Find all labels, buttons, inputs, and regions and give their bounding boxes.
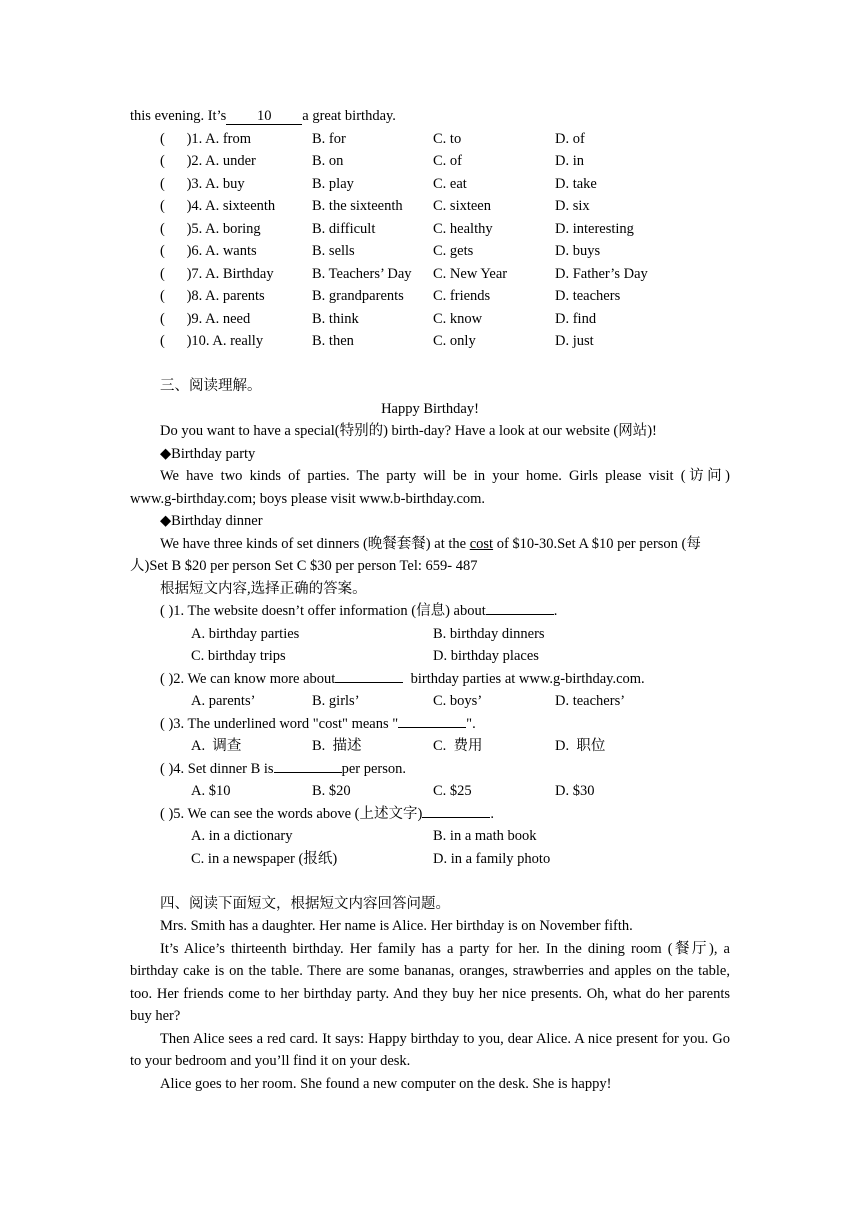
answer-blank[interactable]	[486, 600, 554, 615]
cloze-option-d: D. buys	[555, 243, 601, 259]
underlined-word-cost: cost	[469, 535, 494, 552]
question-5: ( )5. We can see the words above (上述文字) .	[130, 803, 730, 826]
cloze-option-b: B. difficult	[312, 220, 376, 237]
cloze-option-a: ( )9. A. need	[160, 310, 251, 327]
option-b: B. 描述	[312, 738, 362, 754]
answer-blank[interactable]	[335, 668, 403, 683]
dinner-text-line2: 人)Set B $20 per person Set C $30 per person Tel: 659- 487	[130, 558, 478, 574]
cloze-option-d: D. take	[555, 175, 597, 192]
cloze-option-d: D. Father’s Day	[555, 265, 648, 282]
option-c: C. $25	[433, 783, 472, 799]
cloze-question-row	[130, 285, 730, 308]
passage-paragraph-4: Alice goes to her room. She found a new computer on the desk. She is happy!	[160, 1075, 612, 1092]
cloze-option-d: D. of	[555, 130, 585, 147]
cloze-option-d: D. six	[555, 198, 590, 214]
cloze-question-row	[130, 330, 730, 353]
passage-paragraph-3: Then Alice sees a red card. It says: Happy birthday to you, dear Alice. A nice present for you. Go to your bedroom and you’ll find it on your desk.	[130, 1030, 730, 1069]
cloze-option-a: ( )6. A. wants	[160, 243, 257, 259]
cloze-question-row	[130, 240, 730, 263]
question-3-options	[130, 735, 730, 758]
cloze-option-d: D. interesting	[555, 220, 634, 237]
cloze-option-c: C. sixteen	[433, 198, 491, 214]
cloze-option-c: C. gets	[433, 243, 474, 259]
birthday-dinner-heading: ◆Birthday dinner	[160, 513, 263, 529]
cloze-question-row	[130, 263, 730, 286]
cloze-option-b: B. on	[312, 153, 344, 169]
question-5-options-row2	[130, 848, 730, 871]
cloze-tail-line	[130, 105, 730, 128]
option-a: A. birthday parties	[191, 625, 300, 642]
question-1: ( )1. The website doesn’t offer information (信息) about .	[130, 600, 730, 623]
cloze-blank-10: 10	[226, 108, 302, 125]
question-4: ( )4. Set dinner B is per person.	[130, 758, 730, 781]
section-3-heading: 三、阅读理解。	[160, 378, 262, 394]
option-a: A. 调查	[191, 738, 242, 754]
option-b: B. girls’	[312, 693, 360, 709]
section-4-heading: 四、阅读下面短文，根据短文内容回答问题。	[160, 895, 450, 912]
cloze-option-b: B. then	[312, 333, 354, 349]
cloze-option-c: C. to	[433, 130, 462, 147]
passage-intro: Do you want to have a special(特别的) birth-day? Have a look at our website (网站)!	[160, 423, 657, 439]
option-b: B. birthday dinners	[433, 625, 545, 642]
option-d: D. birthday places	[433, 648, 539, 664]
cloze-option-b: B. the sixteenth	[312, 198, 403, 214]
passage-title: Happy Birthday!	[381, 400, 479, 417]
cloze-option-a: ( )3. A. buy	[160, 175, 245, 192]
option-c: C. birthday trips	[191, 648, 286, 664]
option-b: B. $20	[312, 783, 351, 799]
answer-blank[interactable]	[398, 713, 466, 728]
cloze-option-b: B. grandparents	[312, 288, 404, 304]
birthday-party-heading: ◆Birthday party	[160, 445, 256, 462]
cloze-option-c: C. healthy	[433, 220, 493, 237]
option-d: D. in a family photo	[433, 850, 551, 867]
option-a: A. in a dictionary	[191, 828, 293, 844]
option-d: D. teachers’	[555, 693, 626, 709]
party-text-line2: www.g-birthday.com; boys please visit www.b-birthday.com.	[130, 490, 486, 507]
cloze-question-row	[130, 128, 730, 151]
party-text-line1: We have two kinds of parties. The party will be in your home. Girls please visit (访问)	[160, 468, 730, 484]
cloze-option-a: ( )7. A. Birthday	[160, 265, 274, 282]
cloze-options-list	[130, 128, 730, 353]
cloze-option-b: B. Teachers’ Day	[312, 265, 412, 282]
question-5-options-row1	[130, 825, 730, 848]
cloze-option-c: C. eat	[433, 175, 467, 192]
passage-paragraph-2: It’s Alice’s thirteenth birthday. Her family has a party for her. In the dining room (餐厅), a birthday cake is on the table. There are some bananas, oranges, strawberries and apples on the table, too. Her friends come to her birthday party. And they buy her nice presents. Oh, what do her parents buy her?	[130, 940, 730, 1024]
cloze-option-c: C. of	[433, 153, 462, 169]
cloze-option-b: B. for	[312, 130, 346, 147]
answer-blank[interactable]	[422, 803, 490, 818]
reading-instruction: 根据短文内容,选择正确的答案。	[160, 580, 367, 597]
cloze-question-row	[130, 308, 730, 331]
cloze-option-c: C. New Year	[433, 265, 508, 282]
cloze-option-b: B. play	[312, 175, 354, 192]
cloze-question-row	[130, 218, 730, 241]
cloze-option-a: ( )10. A. really	[160, 333, 264, 349]
question-2: ( )2. We can know more about birthday parties at www.g-birthday.com.	[130, 668, 730, 691]
cloze-option-c: C. only	[433, 333, 476, 349]
cloze-option-c: C. know	[433, 310, 483, 327]
cloze-tail-end: a great birthday.	[302, 108, 396, 124]
option-d: D. $30	[555, 783, 595, 799]
question-3: ( )3. The underlined word "cost" means " ".	[130, 713, 730, 736]
cloze-option-d: D. teachers	[555, 288, 621, 304]
cloze-option-a: ( )1. A. from	[160, 130, 252, 147]
cloze-question-row	[130, 150, 730, 173]
cloze-option-d: D. in	[555, 153, 584, 169]
option-c: C. in a newspaper (报纸)	[191, 850, 338, 867]
worksheet-page	[130, 105, 730, 1095]
question-4-options	[130, 780, 730, 803]
cloze-option-d: D. find	[555, 310, 597, 327]
cloze-option-b: B. sells	[312, 243, 355, 259]
option-c: C. boys’	[433, 693, 483, 709]
cloze-option-d: D. just	[555, 333, 594, 349]
question-1-options-row2	[130, 645, 730, 668]
option-a: A. parents’	[191, 693, 256, 709]
cloze-option-a: ( )4. A. sixteenth	[160, 198, 276, 214]
cloze-option-b: B. think	[312, 310, 359, 327]
cloze-option-a: ( )5. A. boring	[160, 220, 261, 237]
option-b: B. in a math book	[433, 828, 537, 844]
passage-paragraph-1: Mrs. Smith has a daughter. Her name is Alice. Her birthday is on November fifth.	[160, 918, 633, 934]
option-c: C. 费用	[433, 738, 483, 754]
dinner-text-line1: We have three kinds of set dinners (晚餐套餐) at the cost of $10-30.Set A $10 per person (每	[160, 535, 701, 552]
cloze-question-row	[130, 195, 730, 218]
cloze-option-a: ( )8. A. parents	[160, 288, 265, 304]
option-a: A. $10	[191, 783, 231, 799]
answer-blank[interactable]	[274, 758, 342, 773]
cloze-option-a: ( )2. A. under	[160, 153, 256, 169]
option-d: D. 职位	[555, 738, 606, 754]
cloze-tail-text: this evening. It’s	[130, 108, 227, 124]
cloze-option-c: C. friends	[433, 288, 491, 304]
cloze-question-row	[130, 173, 730, 196]
question-1-options-row1	[130, 623, 730, 646]
question-2-options	[130, 690, 730, 713]
